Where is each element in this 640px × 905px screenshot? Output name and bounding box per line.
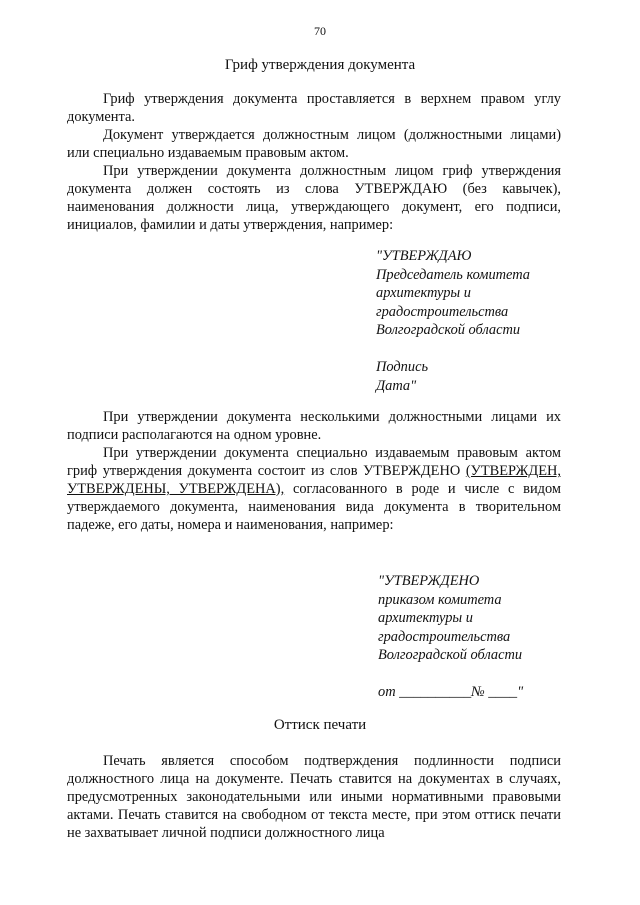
example-signature: Подпись [376, 359, 429, 375]
section3-text [67, 752, 561, 842]
example-line: архитектуры и [378, 610, 473, 626]
example-date: Дата" [376, 377, 417, 394]
example-line: "УТВЕРЖДЕНО [378, 573, 480, 589]
section-title-approval-stamp: Гриф утверждения документа [224, 57, 416, 73]
paragraph: Документ утверждается должностным лицом (должностными лицами) или специально издаваемым правовым актом. [67, 127, 561, 161]
example-line: Председатель комитета [376, 266, 531, 283]
example-line: "УТВЕРЖДАЮ [376, 248, 472, 264]
example-line: Волгоградской области [376, 322, 521, 338]
example-line: градостроительства [376, 303, 509, 320]
paragraph: При утверждении документа должностным лицом гриф утверждения документа должен состоять из слова УТВЕРЖДАЮ (без кавычек), наименования должности лица, утверждающего документ, его подписи, инициалов, фамилии и даты утверждения, например: [67, 163, 561, 233]
approval-example-1 [376, 247, 530, 395]
paragraph: Печать является способом подтверждения подлинности подписи должностного лица на документе. Печать ставится на документах в случаях, предусмотренных законодательными или иными нормативными правовыми актами. Печать ставится на свободном от текста месте, при этом оттиск печати не захватывает личной подписи должностного лица [67, 753, 561, 841]
example-line: градостроительства [378, 628, 511, 645]
paragraph: При утверждении документа несколькими должностными лицами их подписи располагаются на одном уровне. [67, 409, 561, 443]
example-line: приказом комитета [378, 591, 502, 608]
section2-text [67, 408, 561, 534]
paragraph [67, 444, 561, 534]
example-line: архитектуры и [376, 285, 471, 301]
paragraph: Гриф утверждения документа проставляется в верхнем правом углу документа. [67, 91, 561, 125]
approval-example-2 [378, 572, 523, 702]
example-line: Волгоградской области [378, 647, 523, 663]
section-title-seal-imprint: Оттиск печати [273, 717, 367, 733]
section1-text [67, 90, 561, 234]
paragraph-part: согласованного в роде и числе с видом утверждаемого документа, наименования вида документа в творительном падеже, его даты, номера и наименования, например: [67, 481, 561, 533]
spacer [376, 340, 530, 359]
underlined-variants: (УТВЕРЖДЕН, УТВЕРЖДЕНЫ, УТВЕРЖДЕНА), [67, 463, 561, 497]
spacer [378, 665, 523, 684]
paragraph-part: При утверждении документа специально издаваемым правовым актом гриф утверждения документа состоит из слов УТВЕРЖДЕНО [67, 445, 561, 479]
page-number: 70 [314, 24, 326, 38]
example-date-line: от __________№ ____" [378, 684, 524, 700]
